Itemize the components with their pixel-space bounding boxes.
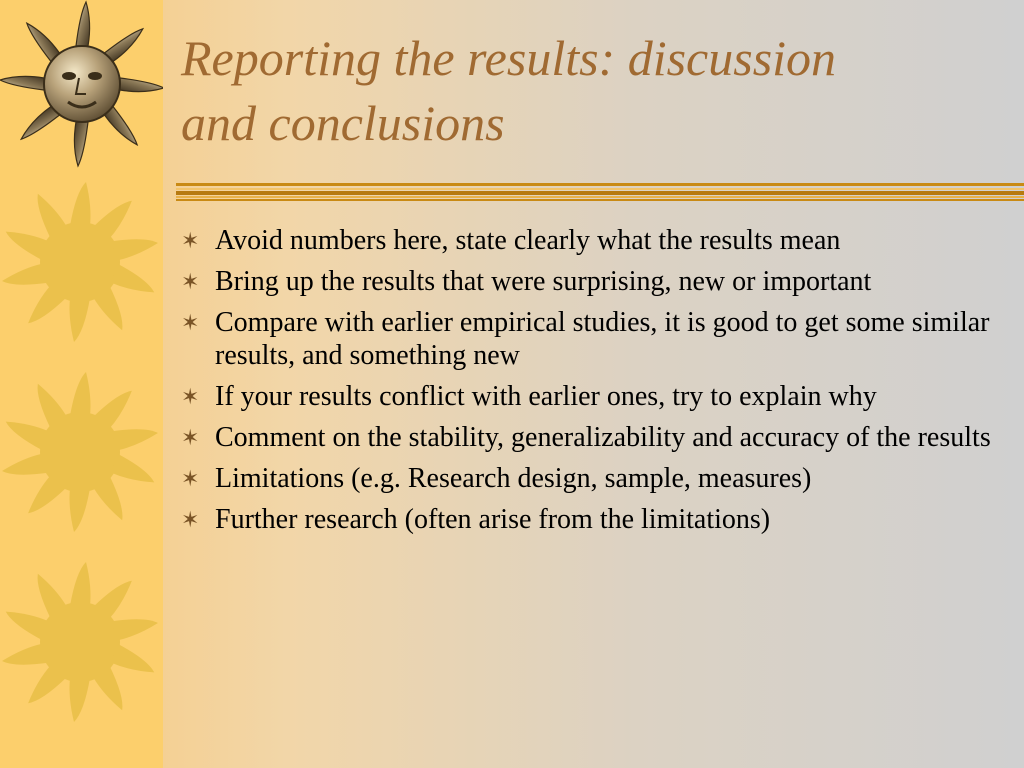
slide-title — [181, 26, 1001, 156]
bullet-text: Avoid numbers here, state clearly what the results mean — [215, 225, 841, 256]
sun-icon — [1, 182, 160, 342]
star-bullet-icon: ✶ — [181, 269, 200, 294]
sun-icon — [1, 562, 160, 722]
bullet-list — [181, 224, 996, 544]
bullet-text: Bring up the results that were surprising, new or important — [215, 266, 872, 297]
bullet-text: If your results conflict with earlier ones, try to explain why — [215, 381, 877, 412]
title-divider — [176, 181, 1024, 203]
bullet-text: Further research (often arise from the limitations) — [215, 504, 771, 535]
sun-face-icon — [0, 2, 163, 166]
bullet-text: Compare with earlier empirical studies, it is good to get some similar results, and something new — [215, 307, 990, 371]
bullet-item — [181, 265, 996, 298]
bullet-item — [181, 421, 996, 454]
decorative-sidebar — [0, 0, 163, 768]
bullet-text: Comment on the stability, generalizability and accuracy of the results — [215, 422, 991, 453]
star-bullet-icon: ✶ — [181, 425, 200, 450]
bullet-item — [181, 462, 996, 495]
star-bullet-icon: ✶ — [181, 310, 200, 335]
star-bullet-icon: ✶ — [181, 384, 200, 409]
bullet-item — [181, 380, 996, 413]
star-bullet-icon: ✶ — [181, 228, 200, 253]
bullet-item — [181, 306, 996, 372]
bullet-item — [181, 224, 996, 257]
bullet-item — [181, 503, 996, 536]
sidebar-art — [0, 0, 163, 768]
star-bullet-icon: ✶ — [181, 507, 200, 532]
bullet-text: Limitations (e.g. Research design, sample, measures) — [215, 463, 812, 494]
sun-icon — [1, 372, 160, 532]
slide-title-line-2: and conclusions — [181, 95, 505, 151]
star-bullet-icon: ✶ — [181, 466, 200, 491]
slide-title-line-1: Reporting the results: discussion — [181, 30, 837, 86]
